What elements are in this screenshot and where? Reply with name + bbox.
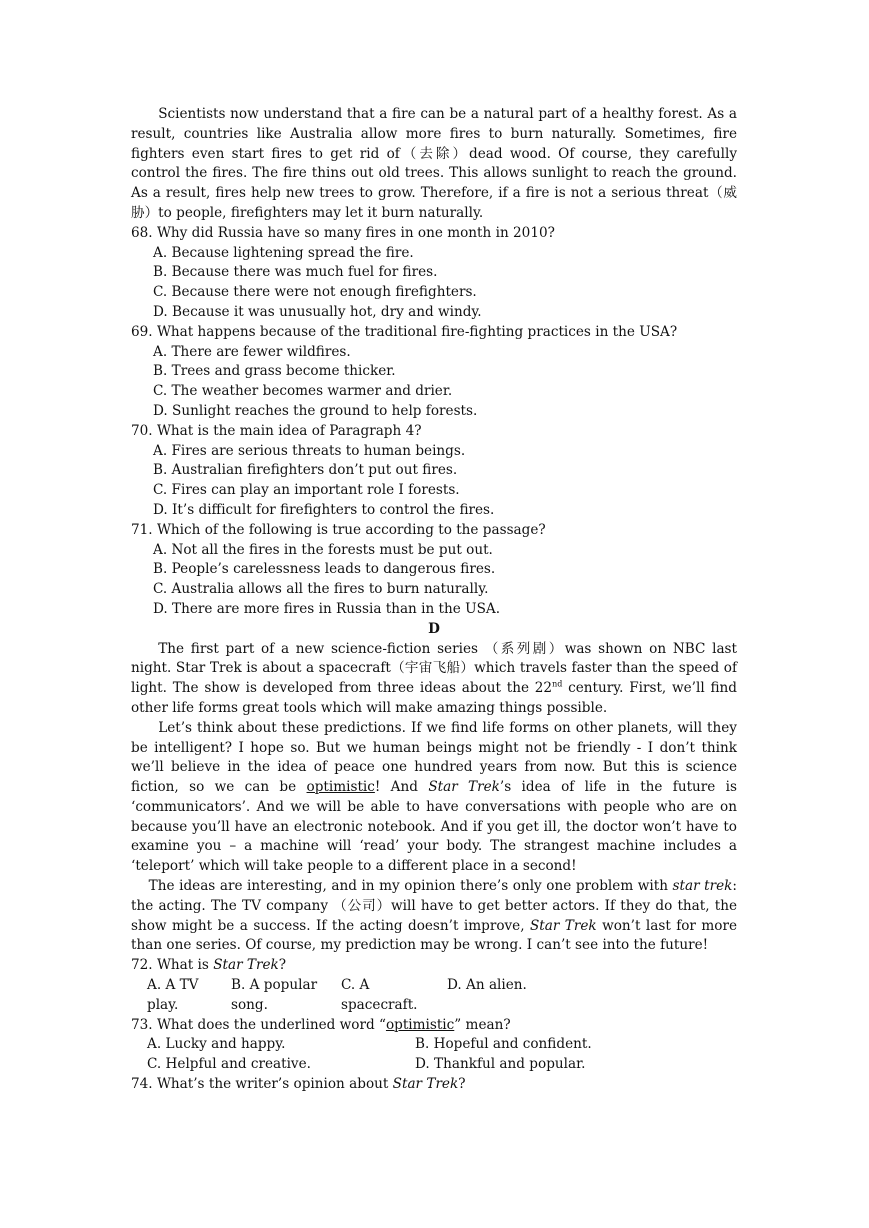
- text-run: 73. What does the underlined word “: [131, 1016, 386, 1033]
- question-73: [131, 1016, 737, 1075]
- question-stem: [131, 1075, 737, 1095]
- show-title: Star Trek: [392, 1076, 459, 1093]
- option-a: A. Fires are serious threats to human beings.: [153, 442, 466, 459]
- show-title: Star Trek: [428, 779, 500, 796]
- question-stem: [131, 956, 737, 976]
- text-run: century. First, we’ll find other life forms great tools which will make amazing things possible.: [131, 680, 737, 716]
- question-stem: 69. What happens because of the traditional fire-fighting practices in the USA?: [131, 323, 678, 340]
- option-c: C. Fires can play an important role I forests.: [153, 482, 460, 499]
- paragraph-d2: [131, 719, 737, 877]
- question-69: [131, 323, 737, 422]
- option-b: B. Trees and grass become thicker.: [153, 363, 396, 380]
- show-title: Star Trek: [213, 957, 279, 974]
- option-b: B. Australian firefighters don’t put out fires.: [153, 462, 458, 479]
- show-title: star trek: [672, 878, 733, 895]
- option-c: C. Because there were not enough firefighters.: [153, 284, 477, 301]
- text-run: won’t last for more than one series. Of course, my prediction may be wrong. I can’t see into the future!: [131, 917, 737, 954]
- underlined-word: optimistic: [385, 1016, 455, 1033]
- question-stem: [131, 1016, 737, 1036]
- text-run: Let’s think about these predictions. If we find life forms on other planets, will they be intelligent? I hope so. But we human beings might not be friendly - I don’t think we’ll believe in the idea of peace one hundred years from now. But this is science fiction, so we can be: [131, 719, 737, 796]
- paragraph-d1: [131, 640, 737, 719]
- text-run: ’s idea of life in the future is ‘communicators’. And we will be able to have conversations with people who are on because you’ll have an electronic notebook. And if you get ill, the doctor won’t have to examine you – a machine will ‘read’ your body. The strangest machine includes a ‘teleport’ which will take people to a different place in a second!: [131, 779, 738, 875]
- paragraph-fire: Scientists now understand that a fire can be a natural part of a healthy forest. As a result, countries like Australia allow more fires to burn naturally. Sometimes, fire fighters even start fires to get rid of（去除）dead wood. Of course, they carefully control the fires. The fire thins out old trees. This allows sunlight to reach the ground. As a result, fires help new trees to grow. Therefore, if a fire is not a serious threat（威胁）to people, firefighters may let it burn naturally.: [131, 106, 737, 221]
- text-run: ! And: [374, 779, 429, 796]
- section-label: D: [428, 620, 440, 637]
- option-d: D. Sunlight reaches the ground to help forests.: [153, 402, 478, 419]
- option-d: D. There are more fires in Russia than in the USA.: [153, 600, 501, 617]
- question-stem: 70. What is the main idea of Paragraph 4?: [131, 422, 422, 439]
- option-c: C. The weather becomes warmer and drier.: [153, 383, 453, 400]
- options-row: [131, 1035, 737, 1055]
- option-a: A. There are fewer wildfires.: [153, 343, 351, 360]
- option-b: B. Hopeful and confident.: [415, 1036, 592, 1053]
- text-run: ” mean?: [454, 1016, 511, 1033]
- option-a: A. Because lightening spread the fire.: [153, 244, 414, 261]
- text-run: The first part of a new science-fiction series （系列剧）was shown on NBC last night. Star Trek is about a spacecraft（宇宙飞船）which travels faster than the speed of light. The show is developed from three ideas about the 22: [131, 640, 737, 697]
- option-b: B. Because there was much fuel for fires.: [153, 264, 438, 281]
- question-74: [131, 1075, 737, 1095]
- question-68: [131, 224, 737, 323]
- option-b: B. People’s carelessness leads to dangerous fires.: [153, 561, 496, 578]
- document-page: [131, 105, 737, 1095]
- underlined-word: optimistic: [306, 779, 375, 796]
- question-72: [131, 956, 737, 1015]
- show-title: Star Trek: [529, 917, 597, 934]
- question-stem: 71. Which of the following is true according to the passage?: [131, 521, 546, 538]
- option-c: C. Helpful and creative.: [147, 1056, 311, 1073]
- text-run: ?: [278, 957, 287, 974]
- option-d: D. It’s difficult for firefighters to control the fires.: [153, 501, 495, 518]
- text-run: ?: [458, 1076, 466, 1093]
- text-run: 74. What’s the writer’s opinion about: [131, 1076, 393, 1093]
- option-a: A. Not all the fires in the forests must be put out.: [153, 541, 493, 558]
- text-run: The ideas are interesting, and in my opinion there’s only one problem with: [148, 878, 673, 895]
- text-run: : the acting. The TV company （公司）will have to get better actors. If they do that, the show might be a success. If the acting doesn’t improve,: [131, 878, 737, 934]
- option-d: D. An alien.: [447, 977, 527, 994]
- superscript: nd: [552, 679, 563, 689]
- option-c: C. Australia allows all the fires to burn naturally.: [153, 581, 489, 598]
- question-stem: 68. Why did Russia have so many fires in one month in 2010?: [131, 224, 555, 241]
- option-b: B. A popular song.: [231, 977, 318, 1013]
- option-d: D. Thankful and popular.: [415, 1056, 586, 1073]
- option-c: C. A spacecraft.: [341, 977, 418, 1013]
- option-d: D. Because it was unusually hot, dry and windy.: [153, 303, 482, 320]
- text-run: 72. What is: [131, 957, 214, 974]
- options-row: [131, 976, 737, 1016]
- option-a: A. Lucky and happy.: [147, 1036, 286, 1053]
- question-71: [131, 521, 737, 620]
- question-70: [131, 422, 737, 521]
- paragraph-d3: [131, 877, 737, 956]
- option-a: A. A TV play.: [147, 977, 199, 1013]
- options-row: [131, 1055, 737, 1075]
